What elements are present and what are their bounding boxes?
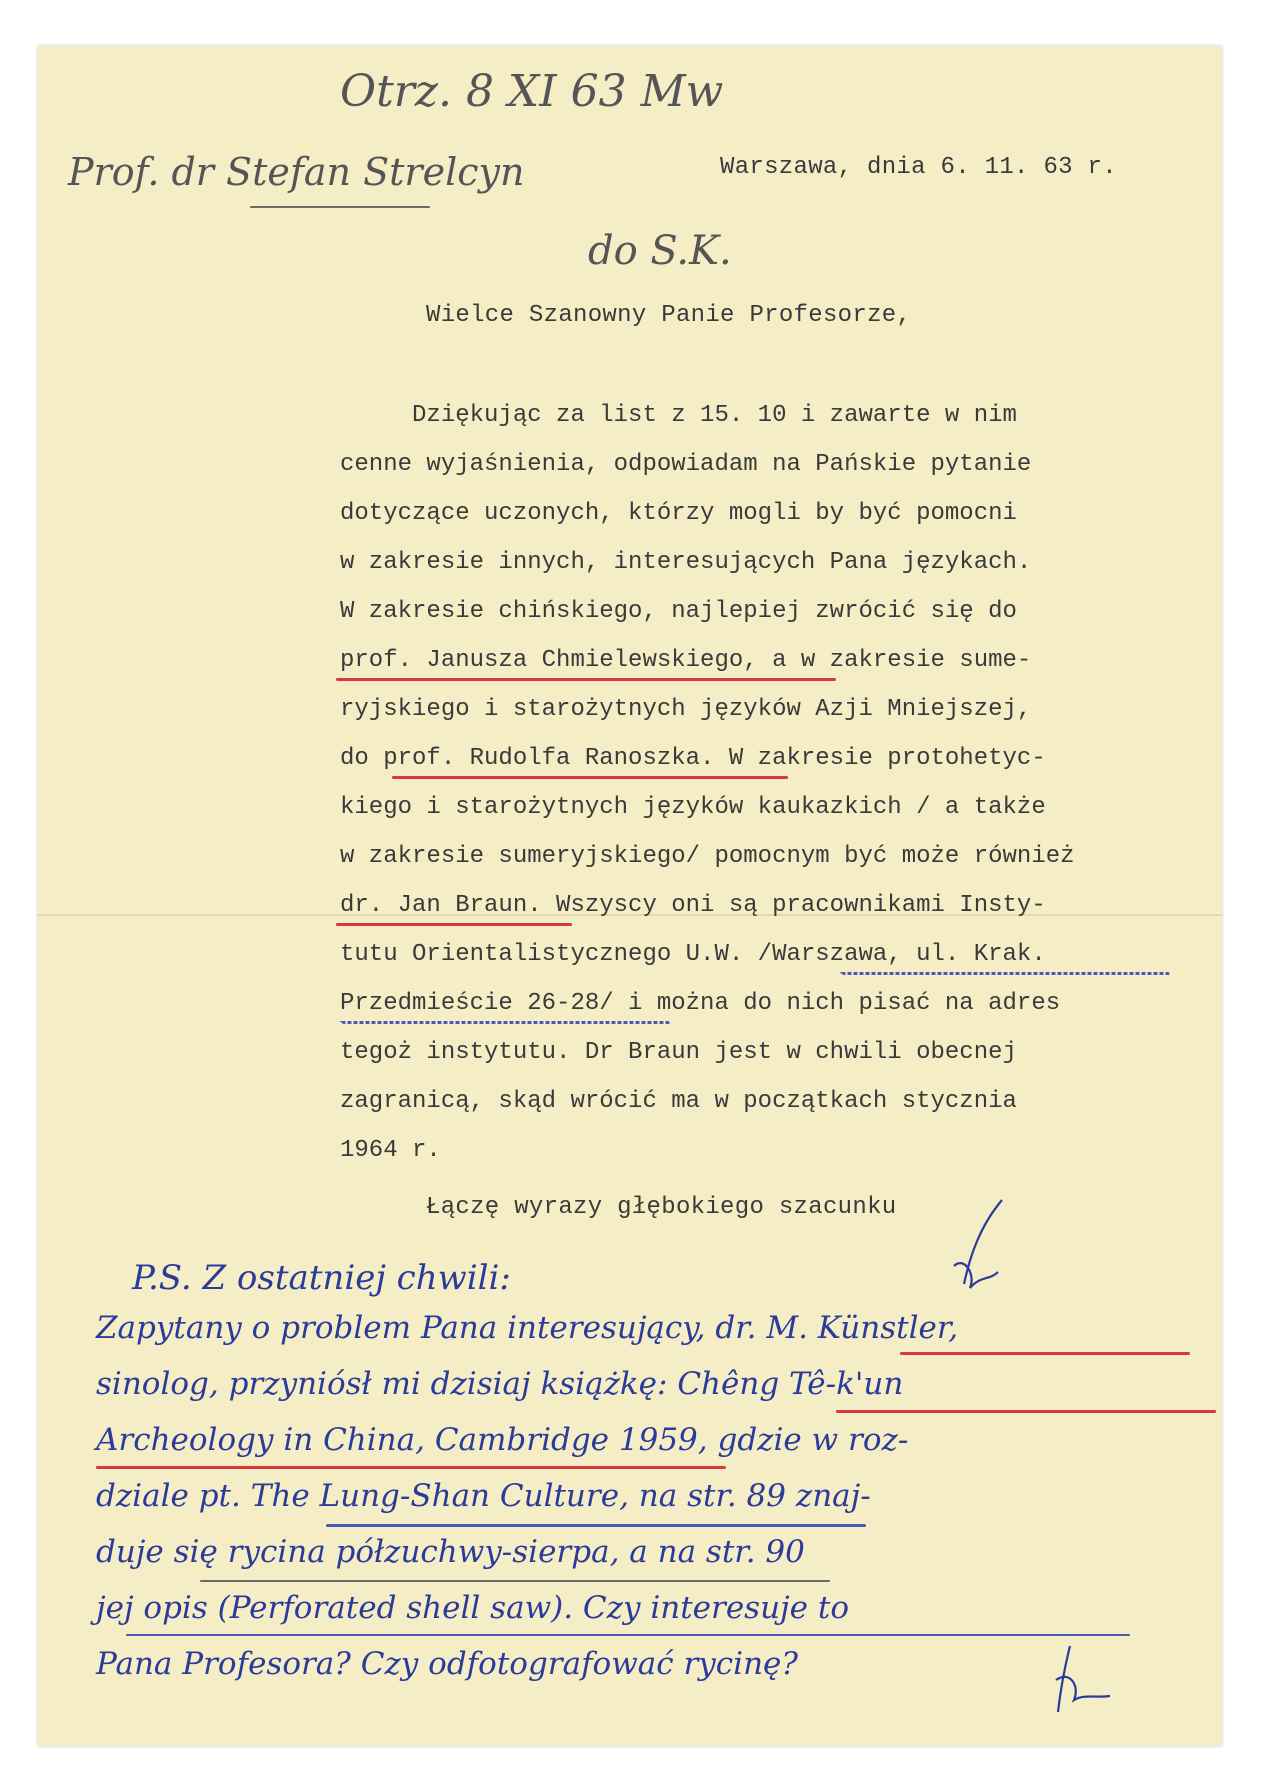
ps-line: P.S. Z ostatniej chwili: — [132, 1258, 511, 1298]
body-line: Dziękując za list z 15. 10 i zawarte w nim — [340, 402, 1017, 429]
body-line: ryjskiego i starożytnych języków Azji Mniejszej, — [340, 696, 1032, 723]
ps-underline — [200, 1580, 830, 1582]
body-line: dotyczące uczonych, którzy mogli by być pomocni — [340, 500, 1017, 527]
ps-initials-scribble — [1050, 1640, 1140, 1720]
copy-note: do S.K. — [588, 228, 732, 274]
name-underline — [336, 923, 572, 926]
address-underline — [340, 1021, 670, 1024]
body-line: w zakresie sumeryjskiego/ pomocnym być może również — [340, 843, 1075, 870]
salutation: Wielce Szanowny Panie Profesorze, — [426, 302, 912, 329]
ps-line: jej opis (Perforated shell saw). Czy interesuje to — [96, 1590, 849, 1626]
ps-line: dziale pt. The Lung-Shan Culture, na str. 89 znaj- — [96, 1478, 871, 1514]
body-line: W zakresie chińskiego, najlepiej zwrócić się do — [340, 598, 1017, 625]
body-line: zagranicą, skąd wrócić ma w początkach stycznia — [340, 1088, 1017, 1115]
ps-line: sinolog, przyniósł mi dzisiaj książkę: Chêng Tê-k'un — [96, 1366, 904, 1402]
ps-underline — [96, 1466, 726, 1469]
body-line: tegoż instytutu. Dr Braun jest w chwili obecnej — [340, 1039, 1017, 1066]
name-underline — [336, 678, 836, 681]
address-underline — [840, 972, 1170, 975]
ps-line: duje się rycina półzuchwy-sierpa, a na str. 90 — [96, 1534, 805, 1570]
ps-underline — [126, 1634, 1130, 1636]
ps-underline — [836, 1410, 1216, 1413]
body-line: Przedmieście 26-28/ i można do nich pisać na adres — [340, 990, 1061, 1017]
name-underline — [392, 776, 788, 779]
ps-line: Pana Profesora? Czy odfotografować rycinę? — [96, 1646, 798, 1682]
ps-underline — [900, 1352, 1190, 1355]
recipient-underline — [250, 206, 430, 208]
body-line: tutu Orientalistycznego U.W. /Warszawa, ul. Krak. — [340, 941, 1046, 968]
letter-date: Warszawa, dnia 6. 11. 63 r. — [720, 154, 1117, 181]
body-line: kiego i starożytnych języków kaukazkich / a także — [340, 794, 1046, 821]
ps-line: Zapytany o problem Pana interesujący, dr. M. Künstler, — [96, 1310, 959, 1346]
body-line: prof. Janusza Chmielewskiego, a w zakresie sume- — [340, 647, 1032, 674]
recipient-note: Prof. dr Stefan Strelcyn — [68, 150, 525, 194]
body-line: w zakresie innych, interesujących Pana językach. — [340, 549, 1032, 576]
body-line: cenne wyjaśnienia, odpowiadam na Pańskie pytanie — [340, 451, 1032, 478]
ps-underline — [326, 1524, 866, 1527]
signature-scribble — [940, 1196, 1020, 1306]
body-line: 1964 r. — [340, 1137, 441, 1164]
ps-line: Archeology in China, Cambridge 1959, gdzie w roz- — [96, 1422, 909, 1458]
body-line: do prof. Rudolfa Ranoszka. W zakresie protohetyc- — [340, 745, 1046, 772]
closing: Łączę wyrazy głębokiego szacunku — [426, 1194, 897, 1221]
received-note: Otrz. 8 XI 63 Mw — [340, 66, 724, 117]
body-line: dr. Jan Braun. Wszyscy oni są pracownikami Insty- — [340, 892, 1046, 919]
